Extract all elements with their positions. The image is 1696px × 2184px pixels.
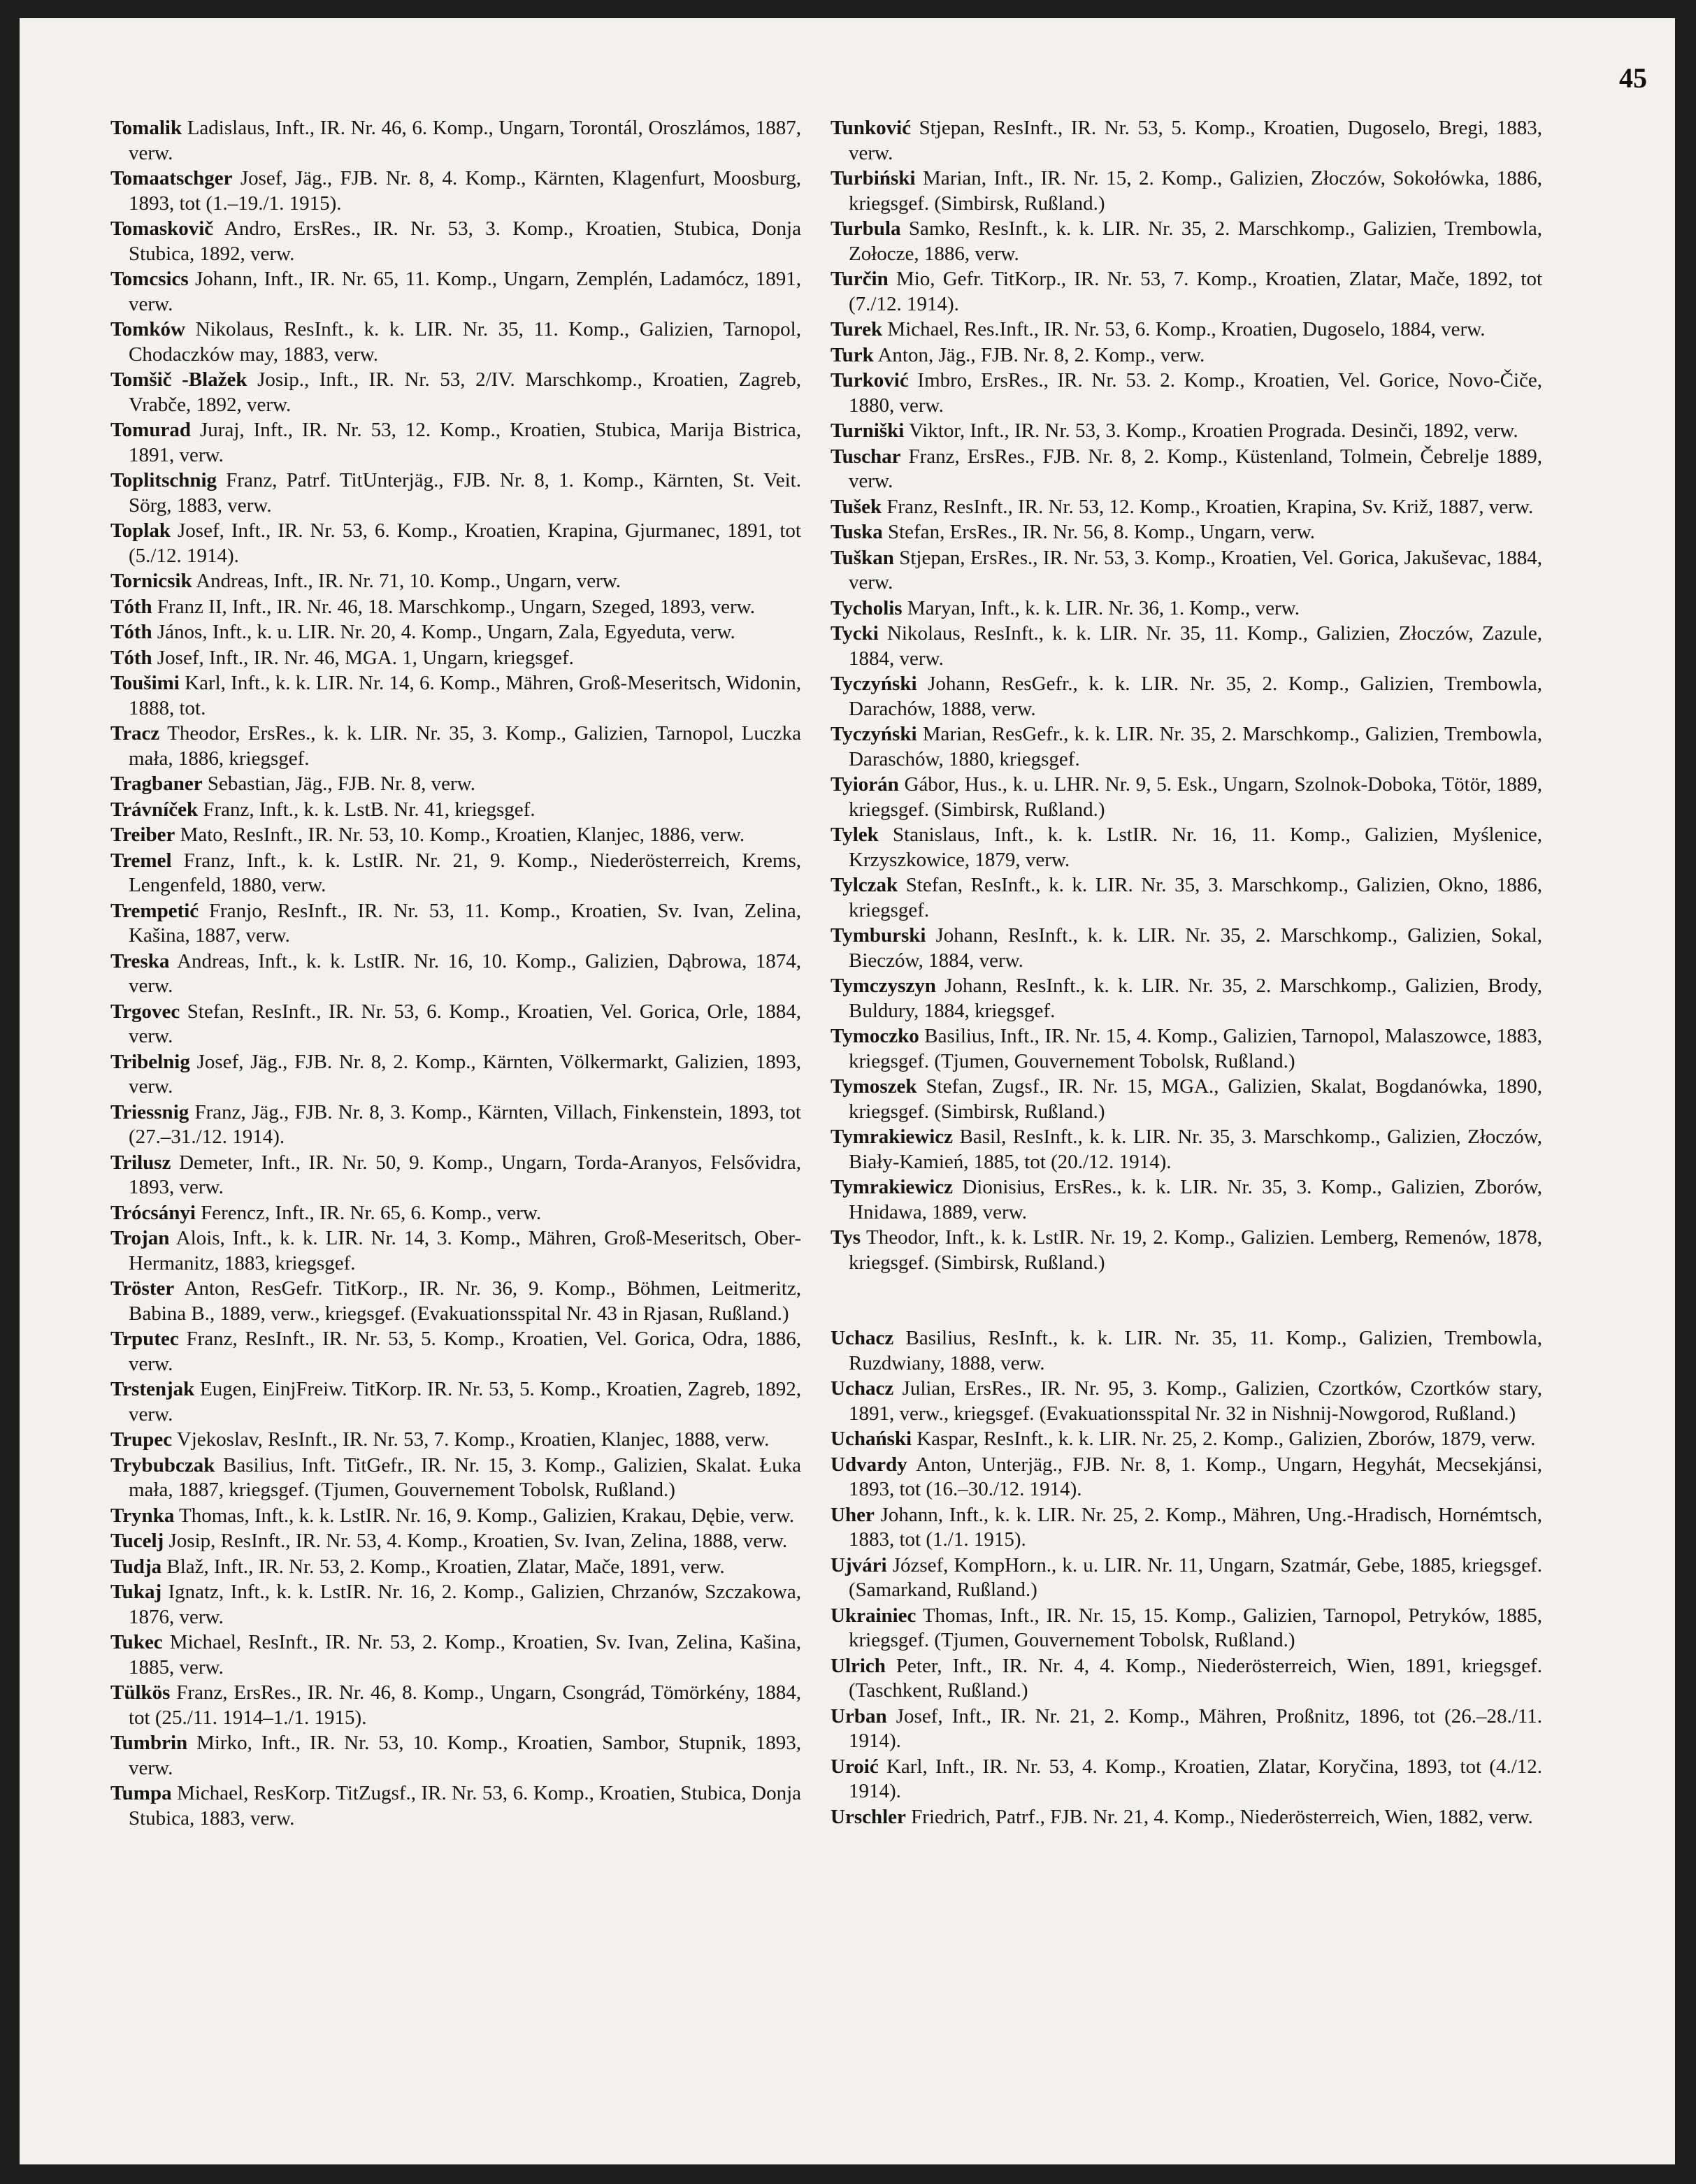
section-gap [831, 1276, 1542, 1326]
entry-name: Tomšič -Blažek [110, 368, 247, 391]
entry-name: Trybubczak [110, 1453, 215, 1477]
entry-name: Tóth [110, 646, 152, 669]
entry-details: Samko, ResInft., k. k. LIR. Nr. 35, 2. Marschkomp., Galizien, Trembowla, Zołocze, 1886, verw. [849, 217, 1542, 265]
list-entry [110, 1580, 801, 1630]
entry-details: Marian, ResGefr., k. k. LIR. Nr. 35, 2. Marschkomp., Galizien, Trembowla, Daraschów, 1880, kriegsgef. [849, 723, 1542, 770]
entry-name: Turbiński [831, 167, 916, 189]
list-entry [831, 974, 1542, 1023]
entry-name: Toplitschnig [110, 469, 217, 491]
entry-details: Franz, ErsRes., IR. Nr. 46, 8. Komp., Ungarn, Csongrád, Tömörkény, 1884, tot (25./11. 1914–1./1. 1915). [129, 1681, 801, 1729]
list-entry [110, 217, 801, 266]
entry-name: Tylczak [831, 874, 898, 896]
entry-details: Michael, ResInft., IR. Nr. 53, 2. Komp., Kroatien, Sv. Ivan, Zelina, Kašina, 1885, verw. [129, 1631, 801, 1679]
entry-name: Uchacz [831, 1377, 894, 1400]
entry-details: Stefan, ErsRes., IR. Nr. 56, 8. Komp., Ungarn, verw. [882, 521, 1316, 543]
entry-name: Tomalik [110, 117, 182, 139]
list-entry [110, 1781, 801, 1831]
list-entry [110, 1050, 801, 1100]
entry-name: Tóth [110, 595, 152, 618]
list-entry [831, 773, 1542, 822]
list-entry [831, 1175, 1542, 1225]
entry-name: Tyiorán [831, 773, 899, 796]
list-entry [110, 1201, 801, 1226]
entry-name: Tymrakiewicz [831, 1176, 954, 1198]
list-entry [831, 1024, 1542, 1074]
entry-details: Johann, ResGefr., k. k. LIR. Nr. 35, 2. Komp., Galizien, Trembowla, Darachów, 1888, verw. [849, 673, 1542, 720]
entry-name: Tukec [110, 1631, 163, 1653]
entry-details: Stefan, ResInft., IR. Nr. 53, 6. Komp., Kroatien, Vel. Gorica, Orle, 1884, verw. [129, 1000, 801, 1047]
entry-name: Tukaj [110, 1581, 162, 1603]
list-entry [831, 873, 1542, 923]
entry-details: Demeter, Inft., IR. Nr. 50, 9. Komp., Ungarn, Torda-Aranyos, Felsővidra, 1893, verw. [129, 1151, 801, 1198]
list-entry [110, 1000, 801, 1049]
entry-name: Triessnig [110, 1100, 189, 1123]
entry-details: Basilius, Inft. TitGefr., IR. Nr. 15, 3. Komp., Galizien, Skalat. Łuka mała, 1887, kriegsgef. (Tjumen, Gouvernement Tobolsk, Rußland.) [129, 1453, 801, 1501]
entry-details: Thomas, Inft., IR. Nr. 15, 15. Komp., Galizien, Tarnopol, Petryków, 1885, kriegsgef. (Tjumen, Gouvernement Tobolsk, Rußland.) [849, 1604, 1542, 1651]
entry-name: Tribelnig [110, 1050, 190, 1073]
list-entry [831, 317, 1542, 343]
list-entry [831, 368, 1542, 418]
list-entry [110, 1377, 801, 1427]
list-entry [831, 1553, 1542, 1603]
entry-name: Tušek [831, 495, 882, 518]
entry-details: Stefan, ResInft., k. k. LIR. Nr. 35, 3. Marschkomp., Galizien, Okno, 1886, kriegsgef. [849, 874, 1542, 921]
list-entry [110, 1277, 801, 1326]
entry-name: Treska [110, 949, 170, 972]
list-entry [110, 569, 801, 594]
entry-details: Michael, Res.Inft., IR. Nr. 53, 6. Komp., Kroatien, Dugoselo, 1884, verw. [882, 318, 1486, 340]
list-entry [110, 1731, 801, 1781]
list-entry [110, 418, 801, 468]
list-entry [110, 1226, 801, 1276]
list-entry [831, 1503, 1542, 1553]
list-entry [110, 1100, 801, 1150]
entry-details: Anton, Unterjäg., FJB. Nr. 8, 1. Komp., Ungarn, Hegyhát, Mecsekjánsi, 1893, tot (16.–30./12. 1914). [849, 1453, 1542, 1500]
entry-name: Tucelj [110, 1530, 164, 1552]
entry-details: Johann, Inft., IR. Nr. 65, 11. Komp., Ungarn, Zemplén, Ladamócz, 1891, verw. [129, 268, 801, 315]
entry-name: Ujvári [831, 1553, 887, 1576]
list-entry [110, 595, 801, 620]
entry-name: Tornicsik [110, 570, 192, 592]
list-entry [831, 823, 1542, 872]
list-entry [831, 1427, 1542, 1452]
document-page [20, 18, 1675, 2164]
entry-details: Theodor, Inft., k. k. LstIR. Nr. 19, 2. Komp., Galizien. Lemberg, Remenów, 1878, kriegsgef. (Simbirsk, Rußland.) [849, 1226, 1542, 1274]
entry-name: Trojan [110, 1227, 170, 1249]
entry-name: Tymoczko [831, 1025, 919, 1047]
entry-details: Ignatz, Inft., k. k. LstIR. Nr. 16, 2. Komp., Galizien, Chrzanów, Szczakowa, 1876, verw. [129, 1581, 801, 1628]
left-column [110, 116, 801, 1832]
list-entry [110, 468, 801, 518]
entry-name: Tomaskovič [110, 217, 214, 240]
entry-details: Friedrich, Patrf., FJB. Nr. 21, 4. Komp., Niederösterreich, Wien, 1882, verw. [905, 1805, 1533, 1828]
entry-details: Johann, ResInft., k. k. LIR. Nr. 35, 2. Marschkomp., Galizien, Brody, Buldury, 1884, kriegsgef. [849, 975, 1542, 1022]
entry-details: József, KompHorn., k. u. LIR. Nr. 11, Ungarn, Szatmár, Gebe, 1885, kriegsgef. (Samarkand, Rußland.) [849, 1553, 1542, 1601]
list-entry [831, 1125, 1542, 1174]
list-entry [831, 1377, 1542, 1426]
list-entry [831, 1805, 1542, 1830]
entry-name: Turbula [831, 217, 901, 240]
entry-name: Tymoszek [831, 1075, 917, 1098]
list-entry [831, 672, 1542, 721]
list-entry [110, 671, 801, 721]
entry-name: Trgovec [110, 1000, 180, 1023]
list-entry [110, 1428, 801, 1453]
list-entry [831, 596, 1542, 622]
entry-details: Nikolaus, ResInft., k. k. LIR. Nr. 35, 11. Komp., Galizien, Tarnopol, Chodaczków may, 1883, verw. [129, 318, 801, 366]
list-entry [831, 1326, 1542, 1376]
entry-details: Thomas, Inft., k. k. LstIR. Nr. 16, 9. Komp., Galizien, Krakau, Dębie, verw. [174, 1504, 795, 1527]
entry-name: Tumbrin [110, 1732, 188, 1754]
entry-details: Juraj, Inft., IR. Nr. 53, 12. Komp., Kroatien, Stubica, Marija Bistrica, 1891, verw. [129, 419, 801, 466]
entry-name: Trilusz [110, 1151, 171, 1174]
entry-name: Turčin [831, 268, 889, 290]
entry-name: Tóth [110, 621, 152, 643]
entry-details: Michael, ResKorp. TitZugsf., IR. Nr. 53, 6. Komp., Kroatien, Stubica, Donja Stubica, 1883, verw. [129, 1782, 801, 1830]
list-entry [831, 520, 1542, 545]
entry-details: Johann, Inft., k. k. LIR. Nr. 25, 2. Komp., Mähren, Ung.-Hradisch, Hornémtsch, 1883, tot (1./1. 1915). [849, 1503, 1542, 1551]
list-entry [110, 899, 801, 949]
entry-name: Tyczyński [831, 673, 917, 695]
entry-details: Alois, Inft., k. k. LIR. Nr. 14, 3. Komp., Mähren, Groß-Meseritsch, Ober-Hermanitz, 1883, kriegsgef. [129, 1227, 801, 1274]
entry-name: Tomaatschger [110, 167, 233, 189]
entry-name: Tunković [831, 117, 911, 139]
list-entry [831, 1755, 1542, 1804]
entry-details: Stjepan, ResInft., IR. Nr. 53, 5. Komp., Kroatien, Dugoselo, Bregi, 1883, verw. [849, 117, 1542, 164]
entry-name: Trstenjak [110, 1378, 195, 1400]
entry-details: Josip., Inft., IR. Nr. 53, 2/IV. Marschkomp., Kroatien, Zagreb, Vrabče, 1892, verw. [129, 368, 801, 416]
entry-name: Tys [831, 1226, 861, 1249]
entry-name: Tudja [110, 1555, 162, 1578]
list-entry [110, 798, 801, 823]
entry-details: Stjepan, ErsRes., IR. Nr. 53, 3. Komp., Kroatien, Vel. Gorica, Jakuševac, 1884, verw. [849, 546, 1542, 594]
list-entry [831, 267, 1542, 317]
entry-name: Uher [831, 1503, 875, 1526]
list-entry [110, 620, 801, 645]
list-entry [831, 722, 1542, 772]
entry-name: Treiber [110, 824, 175, 846]
right-column [831, 116, 1542, 1830]
entry-name: Tyczyński [831, 723, 917, 745]
page-number: 45 [1619, 62, 1647, 94]
list-entry [831, 419, 1542, 444]
entry-details: Franjo, ResInft., IR. Nr. 53, 11. Komp., Kroatien, Sv. Ivan, Zelina, Kašina, 1887, verw. [129, 899, 801, 947]
entry-details: Franz, Patrf. TitUnterjäg., FJB. Nr. 8, 1. Komp., Kärnten, St. Veit. Sörg, 1883, verw. [129, 469, 801, 517]
entry-name: Trávníček [110, 798, 199, 821]
entry-details: Blaž, Inft., IR. Nr. 53, 2. Komp., Kroatien, Zlatar, Mače, 1891, verw. [161, 1555, 725, 1578]
entry-name: Tragbaner [110, 773, 203, 795]
entry-details: Julian, ErsRes., IR. Nr. 95, 3. Komp., Galizien, Czortków, Czortków stary, 1891, verw., kriegsgef. (Evakuationsspital Nr. 32 in Nishnij-Nowgorod, Rußland.) [849, 1377, 1542, 1425]
entry-name: Trupec [110, 1428, 173, 1451]
list-entry [831, 1075, 1542, 1124]
entry-details: Karl, Inft., IR. Nr. 53, 4. Komp., Kroatien, Zlatar, Koryčina, 1893, tot (4./12. 1914). [849, 1755, 1542, 1802]
entry-name: Tracz [110, 722, 160, 745]
entry-name: Tremel [110, 849, 172, 872]
entry-details: Josef, Inft., IR. Nr. 21, 2. Komp., Mähren, Proßnitz, 1896, tot (26.–28./11. 1914). [849, 1704, 1542, 1752]
entry-details: Stanislaus, Inft., k. k. LstIR. Nr. 16, 11. Komp., Galizien, Myślenice, Krzyszkowice, 1879, verw. [849, 824, 1542, 871]
list-entry [110, 823, 801, 848]
entry-name: Toplak [110, 519, 171, 542]
list-entry [831, 924, 1542, 973]
entry-name: Uroić [831, 1755, 879, 1778]
entry-name: Ulrich [831, 1654, 886, 1677]
entry-name: Tomurad [110, 419, 191, 441]
list-entry [110, 166, 801, 216]
entry-details: Andreas, Inft., k. k. LstIR. Nr. 16, 10. Komp., Galizien, Dąbrowa, 1874, verw. [129, 949, 801, 997]
entry-details: Josip, ResInft., IR. Nr. 53, 4. Komp., Kroatien, Sv. Ivan, Zelina, 1888, verw. [164, 1530, 788, 1552]
entry-name: Uchański [831, 1428, 912, 1450]
entry-name: Udvardy [831, 1453, 907, 1476]
entry-details: Vjekoslav, ResInft., IR. Nr. 53, 7. Komp., Kroatien, Klanjec, 1888, verw. [172, 1428, 770, 1451]
entry-name: Turek [831, 318, 883, 340]
list-entry [831, 445, 1542, 494]
entry-details: Basilius, Inft., IR. Nr. 15, 4. Komp., Galizien, Tarnopol, Malaszowce, 1883, kriegsgef. (Tjumen, Gouvernement Tobolsk, Rußland.) [849, 1025, 1542, 1072]
entry-name: Turković [831, 369, 909, 391]
list-entry [110, 772, 801, 797]
entry-name: Tymczyszyn [831, 975, 936, 997]
entry-details: Basil, ResInft., k. k. LIR. Nr. 35, 3. Marschkomp., Galizien, Złoczów, Biały-Kamień, 1885, tot (20./12. 1914). [849, 1126, 1542, 1173]
entry-details: Kaspar, ResInft., k. k. LIR. Nr. 25, 2. Komp., Galizien, Zborów, 1879, verw. [912, 1428, 1536, 1450]
entry-details: Mirko, Inft., IR. Nr. 53, 10. Komp., Kroatien, Sambor, Stupnik, 1893, verw. [129, 1732, 801, 1779]
entry-name: Trynka [110, 1504, 175, 1527]
entry-details: Imbro, ErsRes., IR. Nr. 53. 2. Komp., Kroatien, Vel. Gorice, Novo-Čiče, 1880, verw. [849, 369, 1542, 417]
list-entry [110, 1151, 801, 1200]
entry-name: Tuska [831, 521, 883, 543]
entry-name: Tymburski [831, 924, 926, 947]
entry-details: Josef, Inft., IR. Nr. 53, 6. Komp., Kroatien, Krapina, Gjurmanec, 1891, tot (5./12. 1914). [129, 519, 801, 567]
entry-details: Josef, Jäg., FJB. Nr. 8, 4. Komp., Kärnten, Klagenfurt, Moosburg, 1893, tot (1.–19./1. 1915). [129, 167, 801, 215]
entry-details: Mio, Gefr. TitKorp., IR. Nr. 53, 7. Komp., Kroatien, Zlatar, Mače, 1892, tot (7./12. 1914). [849, 268, 1542, 315]
list-entry [110, 1504, 801, 1529]
list-entry [110, 646, 801, 671]
entry-details: Theodor, ErsRes., k. k. LIR. Nr. 35, 3. Komp., Galizien, Tarnopol, Luczka mała, 1886, kriegsgef. [129, 722, 801, 770]
entry-name: Tomcsics [110, 268, 189, 290]
entry-details: Franz, ErsRes., FJB. Nr. 8, 2. Komp., Küstenland, Tolmein, Čebrelje 1889, verw. [849, 445, 1542, 492]
list-entry [110, 317, 801, 367]
entry-details: Peter, Inft., IR. Nr. 4, 4. Komp., Niederösterreich, Wien, 1891, kriegsgef. (Taschkent, Rußland.) [849, 1654, 1542, 1702]
entry-details: Nikolaus, ResInft., k. k. LIR. Nr. 35, 11. Komp., Galizien, Złoczów, Zazule, 1884, verw. [849, 622, 1542, 670]
entry-name: Turk [831, 343, 874, 366]
list-entry [110, 1555, 801, 1580]
list-entry [110, 1453, 801, 1503]
entry-name: Tymrakiewicz [831, 1126, 954, 1148]
entry-name: Tylek [831, 824, 879, 846]
list-entry [831, 622, 1542, 671]
list-entry [110, 1529, 801, 1554]
list-entry [110, 267, 801, 317]
entry-details: Sebastian, Jäg., FJB. Nr. 8, verw. [202, 773, 475, 795]
entry-name: Trócsányi [110, 1201, 196, 1224]
entry-details: Josef, Inft., IR. Nr. 46, MGA. 1, Ungarn, kriegsgef. [152, 646, 574, 669]
entry-name: Tycholis [831, 596, 903, 619]
entry-details: Gábor, Hus., k. u. LHR. Nr. 9, 5. Esk., Ungarn, Szolnok-Doboka, Tötör, 1889, kriegsgef. (Simbirsk, Rußland.) [849, 773, 1542, 821]
entry-details: Josef, Jäg., FJB. Nr. 8, 2. Komp., Kärnten, Völkermarkt, Galizien, 1893, verw. [129, 1050, 801, 1098]
list-entry [831, 1654, 1542, 1704]
list-entry [110, 1327, 801, 1377]
list-entry [110, 116, 801, 166]
list-entry [831, 1604, 1542, 1653]
entry-details: Johann, ResInft., k. k. LIR. Nr. 35, 2. Marschkomp., Galizien, Sokal, Bieczów, 1884, verw. [849, 924, 1542, 972]
list-entry [831, 343, 1542, 368]
entry-name: Tuškan [831, 546, 894, 569]
list-entry [110, 849, 801, 898]
entry-name: Tycki [831, 622, 879, 645]
list-entry [831, 116, 1542, 166]
entry-details: Franz, Jäg., FJB. Nr. 8, 3. Komp., Kärnten, Villach, Finkenstein, 1893, tot (27.–31./12. 1914). [129, 1100, 801, 1148]
entry-details: Marian, Inft., IR. Nr. 15, 2. Komp., Galizien, Złoczów, Sokołówka, 1886, kriegsgef. (Simbirsk, Rußland.) [849, 167, 1542, 215]
list-entry [110, 519, 801, 568]
entry-details: Dionisius, ErsRes., k. k. LIR. Nr. 35, 3. Komp., Galizien, Zborów, Hnidawa, 1889, verw. [849, 1176, 1542, 1223]
list-entry [831, 1453, 1542, 1502]
entry-name: Uchacz [831, 1327, 894, 1349]
entry-name: Tröster [110, 1277, 175, 1300]
entry-name: Tülkös [110, 1681, 171, 1704]
entry-details: Eugen, EinjFreiw. TitKorp. IR. Nr. 53, 5. Komp., Kroatien, Zagreb, 1892, verw. [129, 1378, 801, 1425]
entry-name: Trputec [110, 1328, 179, 1350]
entry-name: Turniški [831, 419, 905, 442]
list-entry [110, 1681, 801, 1730]
entry-details: Karl, Inft., k. k. LIR. Nr. 14, 6. Komp., Mähren, Groß-Meseritsch, Widonin, 1888, tot. [129, 672, 801, 719]
list-entry [831, 1704, 1542, 1754]
entry-name: Tomków [110, 318, 185, 340]
entry-name: Urschler [831, 1805, 906, 1828]
list-entry [110, 949, 801, 999]
entry-details: Stefan, Zugsf., IR. Nr. 15, MGA., Galizien, Skalat, Bogdanówka, 1890, kriegsgef. (Simbirsk, Rußland.) [849, 1075, 1542, 1123]
list-entry [110, 368, 801, 417]
entry-details: Franz, Inft., k. k. LstB. Nr. 41, kriegsgef. [198, 798, 536, 821]
list-entry [831, 166, 1542, 216]
entry-name: Trempetić [110, 899, 199, 922]
entry-name: Tuschar [831, 445, 901, 468]
entry-details: Anton, ResGefr. TitKorp., IR. Nr. 36, 9. Komp., Böhmen, Leitmeritz, Babina B., 1889, verw., kriegsgef. (Evakuationsspital Nr. 43 in Rjasan, Rußland.) [129, 1277, 801, 1325]
entry-name: Urban [831, 1704, 887, 1727]
entry-details: Franz, ResInft., IR. Nr. 53, 5. Komp., Kroatien, Vel. Gorica, Odra, 1886, verw. [129, 1328, 801, 1375]
entry-details: Basilius, ResInft., k. k. LIR. Nr. 35, 11. Komp., Galizien, Trembowla, Ruzdwiany, 1888, verw. [849, 1327, 1542, 1374]
entry-details: Mato, ResInft., IR. Nr. 53, 10. Komp., Kroatien, Klanjec, 1886, verw. [175, 824, 745, 846]
entry-name: Toušimi [110, 672, 180, 694]
list-entry [110, 721, 801, 771]
entry-details: Franz, ResInft., IR. Nr. 53, 12. Komp., Kroatien, Krapina, Sv. Križ, 1887, verw. [882, 495, 1534, 518]
list-entry [831, 495, 1542, 520]
entry-details: János, Inft., k. u. LIR. Nr. 20, 4. Komp., Ungarn, Zala, Egyeduta, verw. [152, 621, 735, 643]
entry-name: Tumpa [110, 1782, 172, 1804]
entry-details: Andro, ErsRes., IR. Nr. 53, 3. Komp., Kroatien, Stubica, Donja Stubica, 1892, verw. [129, 217, 801, 265]
entry-details: Anton, Jäg., FJB. Nr. 8, 2. Komp., verw. [873, 343, 1205, 366]
entry-name: Ukrainiec [831, 1604, 917, 1627]
list-entry [831, 546, 1542, 596]
list-entry [110, 1630, 801, 1680]
entry-details: Ferencz, Inft., IR. Nr. 65, 6. Komp., verw. [195, 1201, 542, 1224]
entry-details: Viktor, Inft., IR. Nr. 53, 3. Komp., Kroatien Prograda. Desinči, 1892, verw. [904, 419, 1518, 442]
list-entry [831, 1226, 1542, 1275]
entry-details: Ladislaus, Inft., IR. Nr. 46, 6. Komp., Ungarn, Torontál, Oroszlámos, 1887, verw. [129, 117, 801, 164]
entry-details: Franz II, Inft., IR. Nr. 46, 18. Marschkomp., Ungarn, Szeged, 1893, verw. [152, 595, 755, 618]
entry-details: Franz, Inft., k. k. LstIR. Nr. 21, 9. Komp., Niederösterreich, Krems, Lengenfeld, 1880, verw. [129, 849, 801, 896]
entry-details: Andreas, Inft., IR. Nr. 71, 10. Komp., Ungarn, verw. [192, 570, 621, 592]
list-entry [831, 217, 1542, 266]
entry-details: Maryan, Inft., k. k. LIR. Nr. 36, 1. Komp., verw. [902, 596, 1300, 619]
